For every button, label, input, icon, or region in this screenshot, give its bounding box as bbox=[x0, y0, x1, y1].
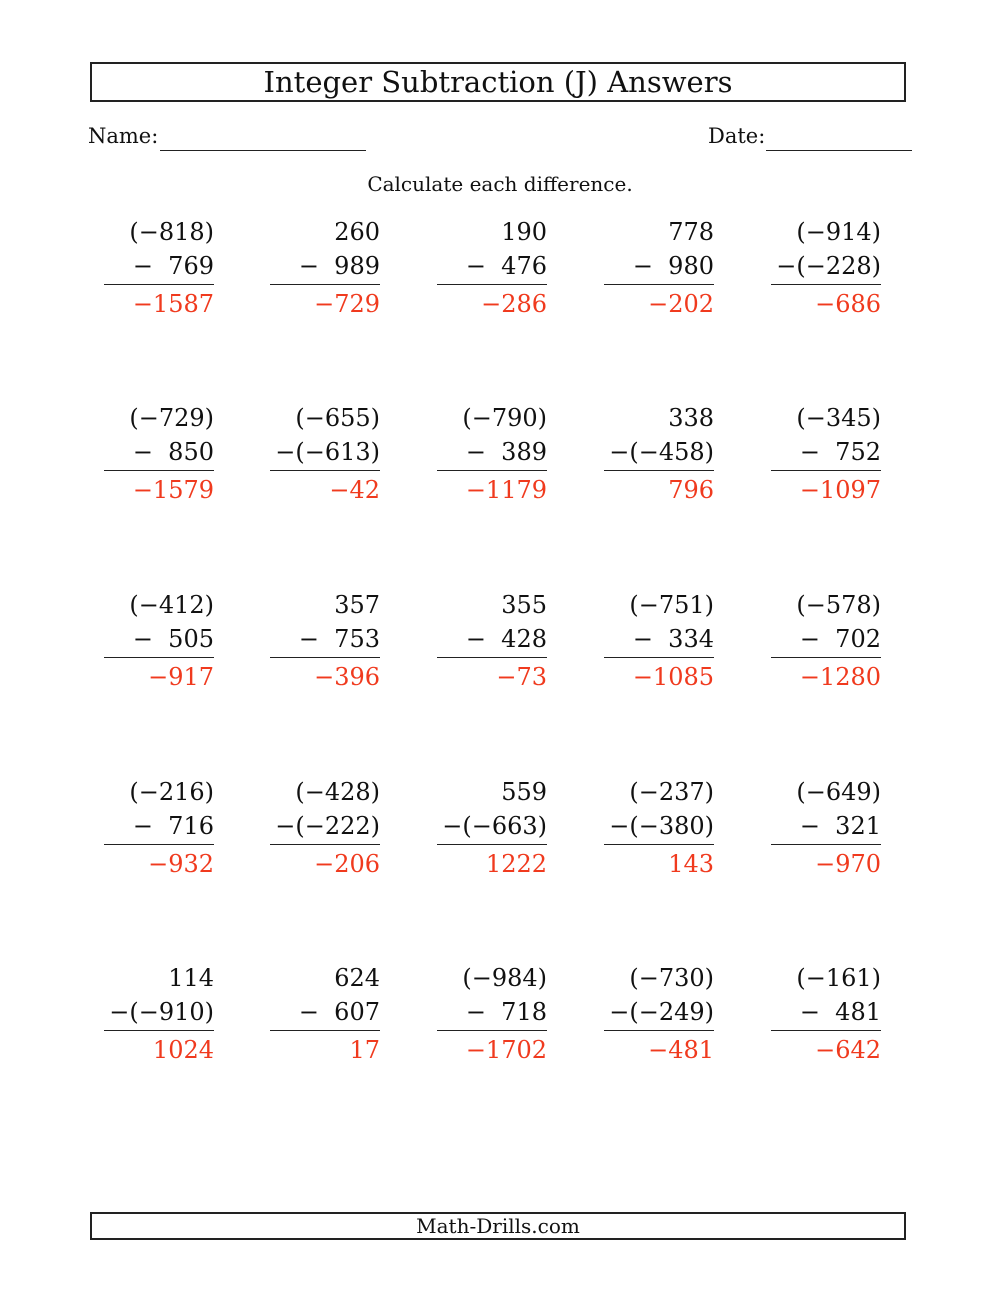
minuend: (−790) bbox=[462, 404, 547, 432]
answer: −1702 bbox=[465, 1036, 547, 1064]
date-blank-line bbox=[766, 150, 912, 151]
answer: 143 bbox=[668, 850, 714, 878]
minuend: (−412) bbox=[129, 591, 214, 619]
subtrahend: − 505 bbox=[132, 625, 214, 653]
problem-item bbox=[104, 961, 214, 1069]
subtrahend: −(−249) bbox=[609, 998, 714, 1026]
answer: 1024 bbox=[152, 1036, 214, 1064]
answer: −396 bbox=[314, 663, 380, 691]
problem-item bbox=[270, 401, 380, 509]
answer: 796 bbox=[668, 476, 714, 504]
subtrahend: −(−910) bbox=[109, 998, 214, 1026]
answer: −481 bbox=[648, 1036, 714, 1064]
problem-item bbox=[604, 215, 714, 323]
subtrahend: − 607 bbox=[298, 998, 380, 1026]
answer: −970 bbox=[815, 850, 881, 878]
minuend: 624 bbox=[334, 964, 380, 992]
instructions: Calculate each difference. bbox=[367, 172, 633, 196]
problem-item bbox=[771, 401, 881, 509]
answer: −286 bbox=[481, 290, 547, 318]
subtrahend: − 476 bbox=[465, 252, 547, 280]
problem-item bbox=[604, 588, 714, 696]
minuend: 190 bbox=[501, 218, 547, 246]
problem-item bbox=[437, 588, 547, 696]
subtrahend: − 752 bbox=[799, 438, 881, 466]
subtrahend: −(−458) bbox=[609, 438, 714, 466]
answer: −1085 bbox=[632, 663, 714, 691]
answer: −1097 bbox=[799, 476, 881, 504]
subtrahend: − 716 bbox=[132, 812, 214, 840]
subtrahend: − 389 bbox=[465, 438, 547, 466]
problem-item bbox=[604, 961, 714, 1069]
minuend: 357 bbox=[334, 591, 380, 619]
problem-item bbox=[604, 775, 714, 883]
answer: −1579 bbox=[132, 476, 214, 504]
subtrahend: − 334 bbox=[632, 625, 714, 653]
subtrahend: −(−222) bbox=[275, 812, 380, 840]
answer: −729 bbox=[314, 290, 380, 318]
minuend: 559 bbox=[501, 778, 547, 806]
answer: −73 bbox=[496, 663, 547, 691]
problem-item bbox=[437, 775, 547, 883]
subtrahend: − 769 bbox=[132, 252, 214, 280]
problem-item bbox=[270, 588, 380, 696]
subtrahend: − 718 bbox=[465, 998, 547, 1026]
minuend: (−751) bbox=[629, 591, 714, 619]
subtrahend: −(−613) bbox=[275, 438, 380, 466]
subtrahend: − 753 bbox=[298, 625, 380, 653]
minuend: 260 bbox=[334, 218, 380, 246]
subtrahend: −(−228) bbox=[776, 252, 881, 280]
answer: −917 bbox=[148, 663, 214, 691]
minuend: (−161) bbox=[796, 964, 881, 992]
subtrahend: − 850 bbox=[132, 438, 214, 466]
minuend: 114 bbox=[168, 964, 214, 992]
footer bbox=[90, 1212, 906, 1240]
subtrahend: − 428 bbox=[465, 625, 547, 653]
minuend: (−914) bbox=[796, 218, 881, 246]
problem-item bbox=[104, 215, 214, 323]
minuend: (−578) bbox=[796, 591, 881, 619]
problem-item bbox=[104, 588, 214, 696]
minuend: 355 bbox=[501, 591, 547, 619]
problem-item bbox=[270, 775, 380, 883]
problem-item bbox=[437, 401, 547, 509]
problem-item bbox=[270, 961, 380, 1069]
minuend: (−730) bbox=[629, 964, 714, 992]
subtrahend: − 321 bbox=[799, 812, 881, 840]
problem-item bbox=[104, 401, 214, 509]
subtrahend: − 702 bbox=[799, 625, 881, 653]
answer: −1587 bbox=[132, 290, 214, 318]
answer: −642 bbox=[815, 1036, 881, 1064]
minuend: (−428) bbox=[295, 778, 380, 806]
answer: −42 bbox=[329, 476, 380, 504]
subtrahend: −(−663) bbox=[442, 812, 547, 840]
subtrahend: −(−380) bbox=[609, 812, 714, 840]
minuend: 338 bbox=[668, 404, 714, 432]
problem-item bbox=[437, 961, 547, 1069]
problem-item bbox=[604, 401, 714, 509]
worksheet-title bbox=[90, 62, 906, 102]
problem-item bbox=[771, 215, 881, 323]
problem-item bbox=[270, 215, 380, 323]
subtrahend: − 989 bbox=[298, 252, 380, 280]
minuend: 778 bbox=[668, 218, 714, 246]
minuend: (−655) bbox=[295, 404, 380, 432]
answer: 1222 bbox=[485, 850, 547, 878]
minuend: (−345) bbox=[796, 404, 881, 432]
answer: −1179 bbox=[465, 476, 547, 504]
answer: 17 bbox=[349, 1036, 380, 1064]
answer: −206 bbox=[314, 850, 380, 878]
answer: −686 bbox=[815, 290, 881, 318]
minuend: (−984) bbox=[462, 964, 547, 992]
problem-item bbox=[771, 961, 881, 1069]
answer: −1280 bbox=[799, 663, 881, 691]
worksheet-title-text: Integer Subtraction (J) Answers bbox=[263, 65, 733, 99]
problem-item bbox=[771, 588, 881, 696]
minuend: (−216) bbox=[129, 778, 214, 806]
problem-item bbox=[771, 775, 881, 883]
date-label: Date: bbox=[708, 124, 766, 148]
name-blank-line bbox=[160, 150, 366, 151]
minuend: (−237) bbox=[629, 778, 714, 806]
subtrahend: − 481 bbox=[799, 998, 881, 1026]
name-label: Name: bbox=[88, 124, 159, 148]
footer-text: Math-Drills.com bbox=[416, 1214, 580, 1238]
subtrahend: − 980 bbox=[632, 252, 714, 280]
answer: −932 bbox=[148, 850, 214, 878]
minuend: (−649) bbox=[796, 778, 881, 806]
problem-item bbox=[104, 775, 214, 883]
minuend: (−818) bbox=[129, 218, 214, 246]
minuend: (−729) bbox=[129, 404, 214, 432]
problem-item bbox=[437, 215, 547, 323]
answer: −202 bbox=[648, 290, 714, 318]
